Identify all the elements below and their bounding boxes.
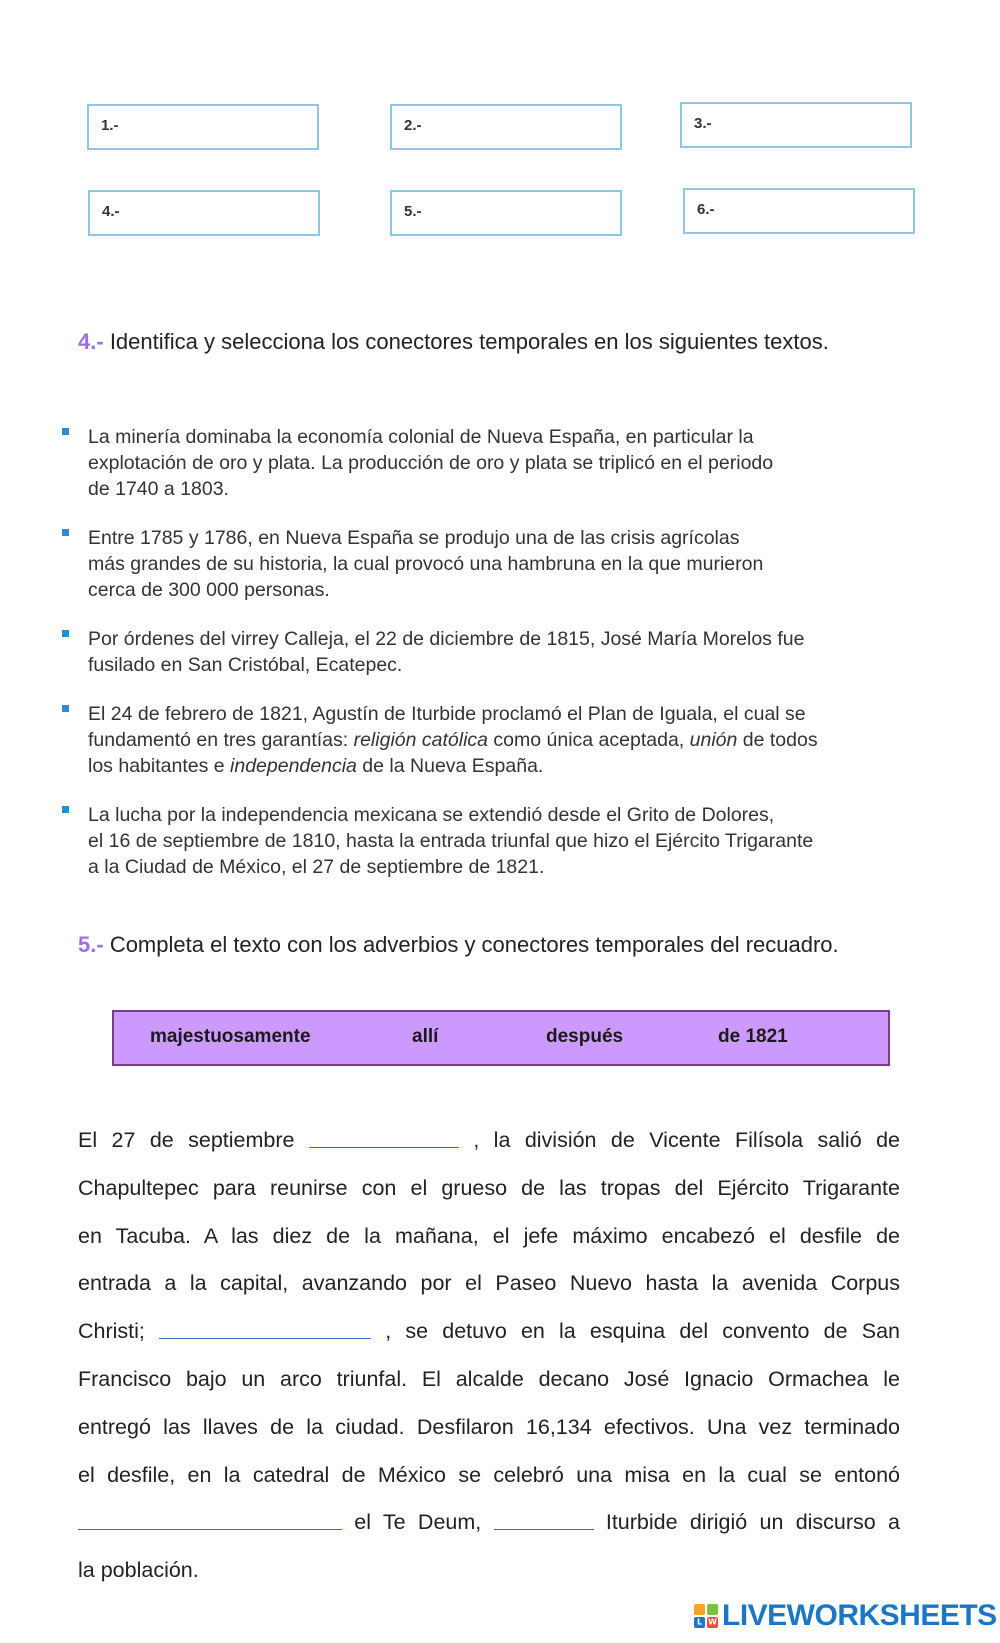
passage-text: Christi;	[78, 1319, 145, 1344]
answer-box-4[interactable]	[88, 190, 320, 236]
answer-box-label: 2.-	[404, 117, 422, 134]
passage-line	[78, 1117, 900, 1165]
answer-box-label: 1.-	[101, 117, 119, 134]
answer-box-1[interactable]	[87, 104, 319, 150]
liveworksheets-logo-icon	[694, 1604, 718, 1628]
logo-text: LIVEWORKSHEETS	[722, 1599, 997, 1632]
answer-box-2[interactable]	[390, 104, 622, 150]
question-5-title	[78, 932, 839, 958]
passage-text: , la división de Vicente Filísola salió de	[473, 1128, 900, 1152]
question-4-title	[78, 329, 829, 355]
passage-line: Chapultepec para reunirse con el grueso de las tropas del Ejército Trigarante	[78, 1175, 900, 1200]
liveworksheets-logo	[694, 1598, 997, 1636]
text-line[interactable]: Por órdenes del virrey Calleja, el 22 de diciembre de 1815, José María Morelos fue	[88, 628, 805, 650]
passage-text: el Te Deum,	[354, 1510, 482, 1535]
list-item[interactable]	[60, 701, 960, 779]
list-item[interactable]	[60, 424, 960, 502]
text-span-italic[interactable]: religión católica	[353, 729, 488, 751]
passage-line	[78, 1308, 900, 1356]
text-line[interactable]	[88, 753, 960, 779]
text-line[interactable]: a la Ciudad de México, el 27 de septiembre de 1821.	[88, 856, 545, 878]
answer-box-6[interactable]	[683, 188, 915, 234]
blank-input-3[interactable]	[78, 1505, 342, 1530]
blank-input-1[interactable]	[309, 1123, 459, 1148]
bullet-square-icon	[62, 529, 69, 536]
answer-box-label: 6.-	[697, 201, 715, 218]
question-number: 5.-	[78, 932, 104, 957]
text-line[interactable]: explotación de oro y plata. La producción de oro y plata se triplicó en el periodo	[88, 452, 774, 474]
bullet-square-icon	[62, 806, 69, 813]
bullet-square-icon	[62, 428, 69, 435]
text-line[interactable]: fusilado en San Cristóbal, Ecatepec.	[88, 654, 403, 676]
text-span[interactable]: como única aceptada,	[488, 729, 690, 751]
answer-box-3[interactable]	[680, 102, 912, 148]
bullet-square-icon	[62, 705, 69, 712]
answer-box-label: 3.-	[694, 115, 712, 132]
passage-line: la población.	[78, 1558, 199, 1583]
word-bank-item: allí	[412, 1026, 439, 1047]
word-bank	[112, 1010, 890, 1066]
answer-box-label: 5.-	[404, 203, 422, 220]
passage-line: el desfile, en la catedral de México se celebró una misa en la cual se entonó	[78, 1462, 900, 1487]
text-line[interactable]	[88, 727, 960, 753]
logo-mark-letter: L	[696, 1617, 703, 1627]
word-bank-item: majestuosamente	[150, 1026, 311, 1047]
question-number: 4.-	[78, 329, 104, 354]
text-line[interactable]: La minería dominaba la economía colonial de Nueva España, en particular la	[88, 426, 754, 448]
text-span[interactable]: fundamentó en tres garantías:	[88, 729, 354, 751]
text-line[interactable]: Entre 1785 y 1786, en Nueva España se produjo una de las crisis agrícolas	[88, 527, 740, 549]
blank-input-2[interactable]	[159, 1314, 371, 1339]
question-text: Completa el texto con los adverbios y conectores temporales del recuadro.	[109, 932, 839, 957]
question-text: Identifica y selecciona los conectores temporales en los siguientes textos.	[109, 329, 829, 354]
text-line[interactable]: cerca de 300 000 personas.	[88, 579, 330, 601]
text-list	[60, 424, 960, 903]
text-span-italic[interactable]: unión	[689, 729, 738, 751]
text-span-italic[interactable]: independencia	[230, 755, 357, 777]
answer-box-label: 4.-	[102, 203, 120, 220]
text-line[interactable]: más grandes de su historia, la cual provocó una hambruna en la que murieron	[88, 553, 764, 575]
passage-text: Iturbide dirigió un discurso a	[605, 1510, 900, 1535]
text-span[interactable]: los habitantes e	[88, 755, 231, 777]
list-item[interactable]	[60, 802, 960, 880]
list-item[interactable]	[60, 525, 960, 603]
passage-text: , se detuvo en la esquina del convento de San	[385, 1319, 901, 1344]
text-span[interactable]: de todos	[737, 729, 818, 751]
fill-in-passage	[78, 1117, 900, 1595]
blank-input-4[interactable]	[494, 1505, 594, 1530]
word-bank-item: de 1821	[718, 1026, 788, 1047]
text-span[interactable]: de la Nueva España.	[356, 755, 544, 777]
passage-line: en Tacuba. A las diez de la mañana, el jefe máximo encabezó el desfile de	[78, 1223, 900, 1248]
passage-line: Francisco bajo un arco triunfal. El alcalde decano José Ignacio Ormachea le	[78, 1366, 900, 1391]
passage-line: entregó las llaves de la ciudad. Desfilaron 16,134 efectivos. Una vez terminado	[78, 1414, 900, 1439]
answer-box-5[interactable]	[390, 190, 622, 236]
text-line[interactable]: La lucha por la independencia mexicana se extendió desde el Grito de Dolores,	[88, 804, 775, 826]
text-line[interactable]: El 24 de febrero de 1821, Agustín de Iturbide proclamó el Plan de Iguala, el cual se	[88, 703, 806, 725]
bullet-square-icon	[62, 630, 69, 637]
passage-text: El 27 de septiembre	[78, 1128, 295, 1152]
passage-line	[78, 1499, 900, 1547]
logo-mark-letter: W	[708, 1617, 717, 1627]
text-line[interactable]: el 16 de septiembre de 1810, hasta la entrada triunfal que hizo el Ejército Trigarante	[88, 830, 814, 852]
list-item[interactable]	[60, 626, 960, 678]
passage-line: entrada a la capital, avanzando por el Paseo Nuevo hasta la avenida Corpus	[78, 1271, 900, 1296]
word-bank-item: después	[546, 1026, 624, 1047]
text-line[interactable]: de 1740 a 1803.	[88, 478, 229, 500]
